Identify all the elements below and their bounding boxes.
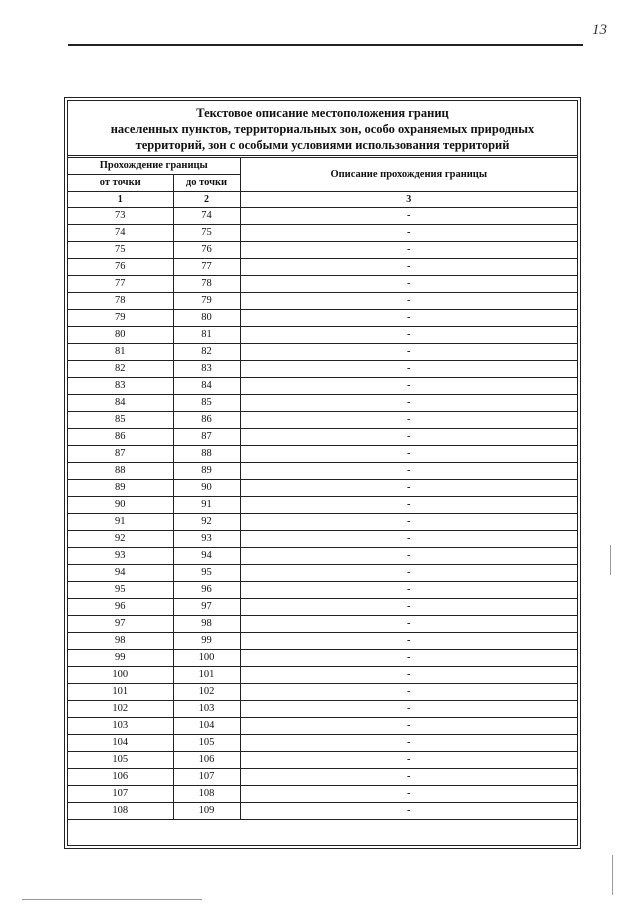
to-point-cell: 89 [173, 463, 240, 480]
to-point-cell: 76 [173, 242, 240, 259]
table-row [68, 327, 577, 344]
from-point-cell: 91 [68, 514, 173, 531]
from-point-header: от точки [68, 175, 173, 192]
to-point-cell: 107 [173, 769, 240, 786]
table-row [68, 633, 577, 650]
column-number: 2 [173, 192, 240, 208]
description-cell: - [240, 446, 577, 463]
from-point-cell: 85 [68, 412, 173, 429]
table-row [68, 582, 577, 599]
description-cell: - [240, 786, 577, 803]
description-cell: - [240, 599, 577, 616]
table-row [68, 497, 577, 514]
from-point-cell: 97 [68, 616, 173, 633]
to-point-cell: 91 [173, 497, 240, 514]
table-row [68, 514, 577, 531]
to-point-cell: 74 [173, 208, 240, 225]
description-cell: - [240, 327, 577, 344]
from-point-cell: 84 [68, 395, 173, 412]
column-number: 3 [240, 192, 577, 208]
to-point-cell: 88 [173, 446, 240, 463]
from-point-cell: 102 [68, 701, 173, 718]
to-point-cell: 98 [173, 616, 240, 633]
description-cell: - [240, 242, 577, 259]
table-row [68, 480, 577, 497]
from-point-cell: 96 [68, 599, 173, 616]
description-cell: - [240, 259, 577, 276]
table-row [68, 395, 577, 412]
from-point-cell: 99 [68, 650, 173, 667]
description-cell: - [240, 701, 577, 718]
to-point-cell: 75 [173, 225, 240, 242]
description-cell: - [240, 310, 577, 327]
description-cell: - [240, 616, 577, 633]
description-cell: - [240, 463, 577, 480]
table-row [68, 310, 577, 327]
description-cell: - [240, 633, 577, 650]
table-row [68, 684, 577, 701]
document-title [68, 105, 577, 156]
description-cell: - [240, 344, 577, 361]
scan-artifact [610, 545, 611, 575]
to-point-cell: 104 [173, 718, 240, 735]
description-cell: - [240, 361, 577, 378]
table-row [68, 208, 577, 225]
description-cell: - [240, 225, 577, 242]
to-point-cell: 93 [173, 531, 240, 548]
description-cell: - [240, 803, 577, 820]
description-cell: - [240, 548, 577, 565]
from-point-cell: 104 [68, 735, 173, 752]
to-point-cell: 90 [173, 480, 240, 497]
from-point-cell: 76 [68, 259, 173, 276]
description-cell: - [240, 514, 577, 531]
to-point-cell: 96 [173, 582, 240, 599]
table-row [68, 786, 577, 803]
from-point-cell: 89 [68, 480, 173, 497]
header-rule [68, 44, 583, 46]
table-body [68, 208, 577, 820]
from-point-cell: 83 [68, 378, 173, 395]
table-row [68, 225, 577, 242]
table-row [68, 463, 577, 480]
from-point-cell: 80 [68, 327, 173, 344]
from-point-cell: 93 [68, 548, 173, 565]
description-header: Описание прохождения границы [240, 158, 577, 192]
from-point-cell: 100 [68, 667, 173, 684]
from-point-cell: 108 [68, 803, 173, 820]
table-row [68, 803, 577, 820]
table-row [68, 276, 577, 293]
to-point-cell: 103 [173, 701, 240, 718]
from-point-cell: 81 [68, 344, 173, 361]
to-point-cell: 80 [173, 310, 240, 327]
table-row [68, 531, 577, 548]
description-cell: - [240, 752, 577, 769]
description-cell: - [240, 667, 577, 684]
table-row [68, 616, 577, 633]
table-row [68, 701, 577, 718]
description-cell: - [240, 480, 577, 497]
table-row [68, 769, 577, 786]
from-point-cell: 101 [68, 684, 173, 701]
table-row [68, 650, 577, 667]
to-point-cell: 97 [173, 599, 240, 616]
to-point-cell: 106 [173, 752, 240, 769]
description-cell: - [240, 531, 577, 548]
description-cell: - [240, 378, 577, 395]
table-row [68, 548, 577, 565]
from-point-cell: 90 [68, 497, 173, 514]
description-cell: - [240, 412, 577, 429]
from-point-cell: 86 [68, 429, 173, 446]
table-row [68, 718, 577, 735]
from-point-cell: 82 [68, 361, 173, 378]
from-point-cell: 92 [68, 531, 173, 548]
to-point-cell: 78 [173, 276, 240, 293]
table-row [68, 378, 577, 395]
title-line: Текстовое описание местоположения границ [196, 106, 449, 120]
table-row [68, 446, 577, 463]
from-point-cell: 73 [68, 208, 173, 225]
table-row [68, 361, 577, 378]
to-point-cell: 102 [173, 684, 240, 701]
description-cell: - [240, 208, 577, 225]
from-point-cell: 107 [68, 786, 173, 803]
description-cell: - [240, 497, 577, 514]
boundary-table [68, 157, 577, 820]
to-point-cell: 108 [173, 786, 240, 803]
from-point-cell: 78 [68, 293, 173, 310]
to-point-cell: 94 [173, 548, 240, 565]
table-row [68, 752, 577, 769]
to-point-cell: 82 [173, 344, 240, 361]
to-point-cell: 105 [173, 735, 240, 752]
from-point-cell: 77 [68, 276, 173, 293]
title-line: территорий, зон с особыми условиями использования территорий [135, 138, 510, 152]
document-frame-inner [67, 100, 578, 846]
table-row [68, 599, 577, 616]
to-point-cell: 100 [173, 650, 240, 667]
to-point-cell: 99 [173, 633, 240, 650]
from-point-cell: 87 [68, 446, 173, 463]
from-point-cell: 98 [68, 633, 173, 650]
boundary-passage-header: Прохождение границы [68, 158, 240, 175]
from-point-cell: 75 [68, 242, 173, 259]
page-number: 13 [592, 22, 607, 38]
to-point-cell: 95 [173, 565, 240, 582]
table-row [68, 565, 577, 582]
table-row [68, 344, 577, 361]
to-point-cell: 86 [173, 412, 240, 429]
column-number-row [68, 192, 577, 208]
to-point-header: до точки [173, 175, 240, 192]
column-number: 1 [68, 192, 173, 208]
description-cell: - [240, 582, 577, 599]
scan-artifact [612, 855, 613, 895]
description-cell: - [240, 769, 577, 786]
to-point-cell: 83 [173, 361, 240, 378]
table-row [68, 412, 577, 429]
description-cell: - [240, 735, 577, 752]
to-point-cell: 101 [173, 667, 240, 684]
description-cell: - [240, 565, 577, 582]
table-row [68, 242, 577, 259]
description-cell: - [240, 429, 577, 446]
table-row [68, 293, 577, 310]
table-row [68, 429, 577, 446]
from-point-cell: 106 [68, 769, 173, 786]
to-point-cell: 85 [173, 395, 240, 412]
description-cell: - [240, 684, 577, 701]
to-point-cell: 84 [173, 378, 240, 395]
from-point-cell: 88 [68, 463, 173, 480]
from-point-cell: 74 [68, 225, 173, 242]
from-point-cell: 79 [68, 310, 173, 327]
description-cell: - [240, 718, 577, 735]
from-point-cell: 103 [68, 718, 173, 735]
from-point-cell: 94 [68, 565, 173, 582]
table-row [68, 667, 577, 684]
to-point-cell: 81 [173, 327, 240, 344]
description-cell: - [240, 650, 577, 667]
document-frame [64, 97, 581, 849]
table-row [68, 259, 577, 276]
to-point-cell: 77 [173, 259, 240, 276]
to-point-cell: 92 [173, 514, 240, 531]
to-point-cell: 87 [173, 429, 240, 446]
to-point-cell: 109 [173, 803, 240, 820]
from-point-cell: 105 [68, 752, 173, 769]
description-cell: - [240, 276, 577, 293]
title-line: населенных пунктов, территориальных зон, особо охраняемых природных [110, 122, 535, 136]
table-row [68, 735, 577, 752]
scan-artifact [22, 899, 202, 900]
description-cell: - [240, 293, 577, 310]
description-cell: - [240, 395, 577, 412]
to-point-cell: 79 [173, 293, 240, 310]
from-point-cell: 95 [68, 582, 173, 599]
